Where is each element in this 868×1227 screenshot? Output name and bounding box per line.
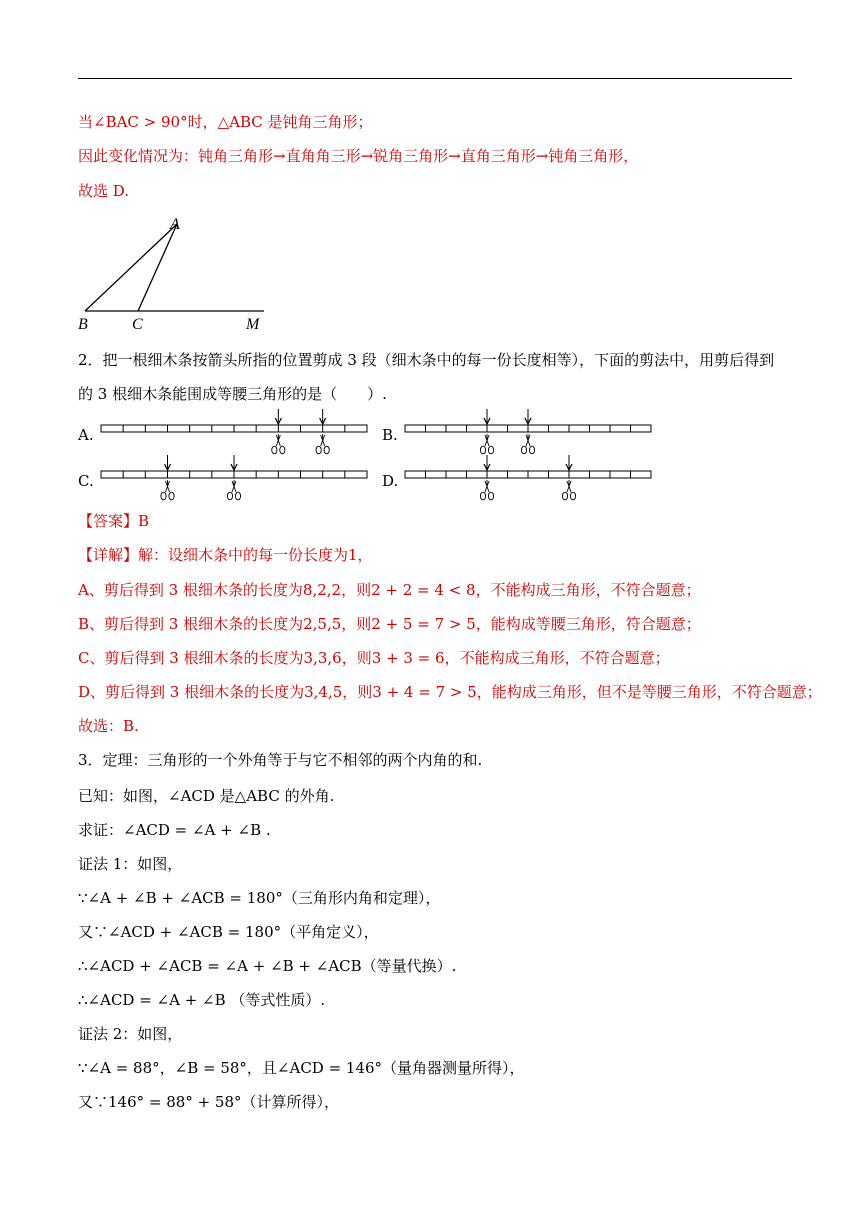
- option-a-label: A.: [78, 426, 94, 444]
- label-M: M: [246, 316, 260, 333]
- scissors-icon: [316, 434, 329, 454]
- proof-1-step-3: ∴∠ACD + ∠ACB = ∠A + ∠B + ∠ACB（等量代换）.: [78, 957, 457, 975]
- label-C: C: [132, 316, 143, 333]
- triangle-figure: [70, 210, 280, 335]
- known-line: 已知：如图，∠ACD 是△ABC 的外角.: [78, 787, 335, 805]
- proof-2-step-1: ∵∠A = 88°，∠B = 58°，且∠ACD = 146°（量角器测量所得），: [78, 1059, 525, 1077]
- cut-arrow-icon: [275, 409, 281, 424]
- detail-a: A、剪后得到 3 根细木条的长度为8,2,2，则2 + 2 = 4 < 8，不能构成三角形，不符合题意；: [78, 581, 701, 599]
- cut-arrow-icon: [320, 409, 326, 424]
- option-b-label: B.: [382, 426, 398, 444]
- proof-2-step-2: 又∵146° = 88° + 58°（计算所得），: [78, 1093, 340, 1111]
- text-line-2: 因此变化情况为：钝角三角形→直角角三形→锐角三角形→直角三角形→钝角三角形，: [78, 147, 639, 165]
- proof-1-heading: 证法 1：如图，: [78, 855, 183, 873]
- detail-label: 【详解】: [78, 546, 139, 564]
- cut-arrow-icon: [566, 455, 572, 470]
- header-rule: [78, 78, 792, 79]
- scissors-icon: [272, 434, 285, 454]
- cut-arrow-icon: [525, 409, 531, 424]
- detail-d: D、剪后得到 3 根细木条的长度为3,4,5，则3 + 4 = 7 > 5，能构成三角形，但不是等腰三角形，不符合题意；: [78, 683, 822, 701]
- proof-1-step-2: 又∵∠ACD + ∠ACB = 180°（平角定义），: [78, 923, 379, 941]
- scissors-icon: [521, 434, 534, 454]
- stick-option-b: [404, 408, 654, 458]
- answer-line: 【答案】B: [78, 512, 150, 530]
- prove-line: 求证：∠ACD = ∠A + ∠B .: [78, 821, 271, 839]
- cut-arrow-icon: [484, 409, 490, 424]
- option-c-label: C.: [78, 472, 94, 490]
- option-d-label: D.: [382, 472, 399, 490]
- proof-2-heading: 证法 2：如图，: [78, 1025, 183, 1043]
- detail-text: 解：设细木条中的每一份长度为1，: [138, 546, 373, 564]
- selection-line: 故选：B.: [78, 717, 139, 735]
- detail-b: B、剪后得到 3 根细木条的长度为2,5,5，则2 + 5 = 7 > 5，能构成等腰三角形，符合题意；: [78, 615, 701, 633]
- proof-1-step-4: ∴∠ACD = ∠A + ∠B （等式性质）.: [78, 991, 326, 1009]
- scissors-icon: [480, 480, 493, 500]
- cut-arrow-icon: [484, 455, 490, 470]
- cut-arrow-icon: [165, 455, 171, 470]
- text-line-1: 当∠BAC > 90°时，△ABC 是钝角三角形；: [78, 113, 373, 131]
- cut-arrow-icon: [231, 455, 237, 470]
- detail-line: [78, 545, 373, 565]
- text-line-3: 故选 D.: [78, 182, 130, 200]
- scissors-icon: [227, 480, 240, 500]
- label-B: B: [78, 316, 88, 333]
- label-A: A: [170, 216, 180, 233]
- stick-option-c: [100, 454, 370, 504]
- question-3: 3．定理：三角形的一个外角等于与它不相邻的两个内角的和.: [78, 751, 483, 769]
- stick-option-d: [404, 454, 654, 504]
- question-2-line-1: 2．把一根细木条按箭头所指的位置剪成 3 段（细木条中的每一份长度相等），下面的剪法中，用剪后得到: [78, 351, 775, 369]
- scissors-icon: [161, 480, 174, 500]
- stick-option-a: [100, 408, 370, 458]
- scissors-icon: [562, 480, 575, 500]
- detail-c: C、剪后得到 3 根细木条的长度为3,3,6，则3 + 3 = 6，不能构成三角形，不符合题意；: [78, 649, 670, 667]
- proof-1-step-1: ∵∠A + ∠B + ∠ACB = 180°（三角形内角和定理），: [78, 889, 441, 907]
- scissors-icon: [480, 434, 493, 454]
- question-2-line-2: 的 3 根细木条能围成等腰三角形的是（ ）.: [78, 385, 387, 403]
